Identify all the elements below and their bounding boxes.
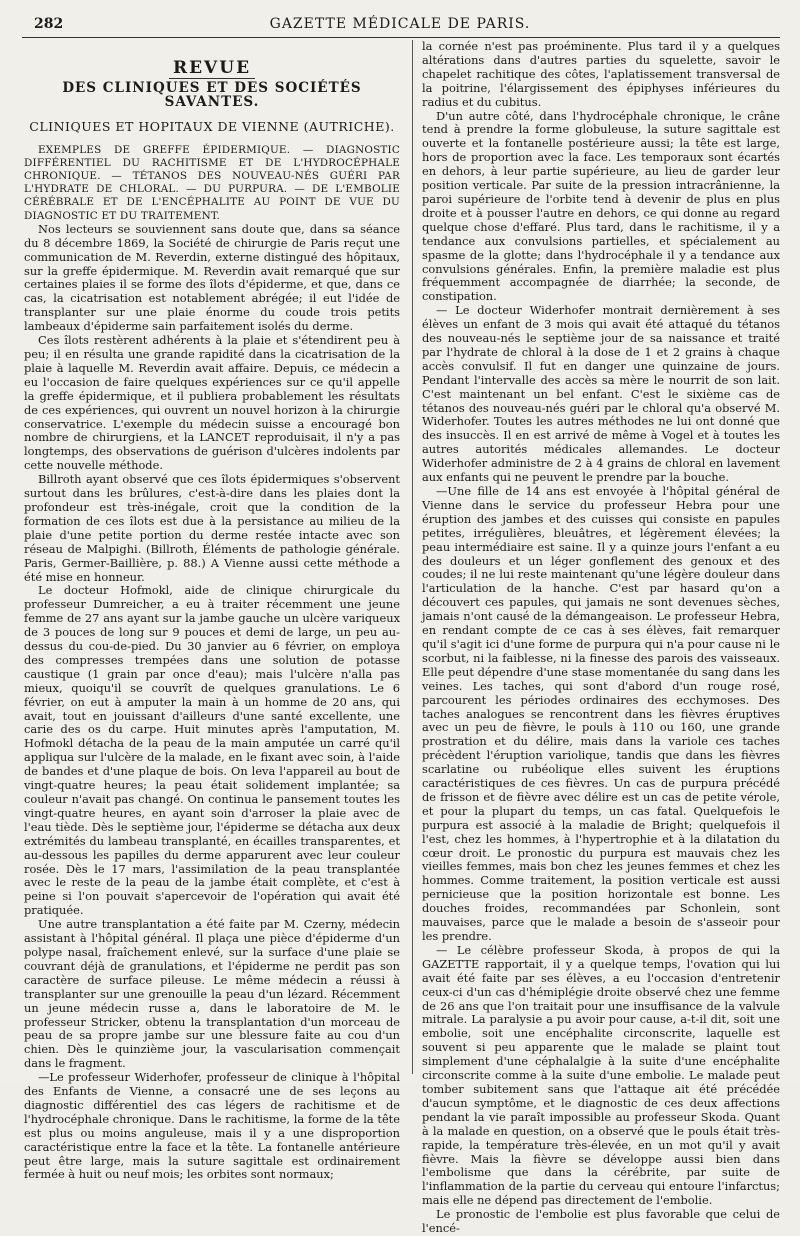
page-number: 282 (34, 16, 64, 32)
paragraph: —Une fille de 14 ans est envoyée à l'hôpital général de Vienne dans le service du professeur Hebra pour une éruption des jambes et des cuisses qui consiste en papules petites, irrégulières, bleuâtres, et légèrement élevées; la peau intermédiaire est saine. Il y a quinze jours l'enfant a eu des douleurs et un léger gonflement des genoux et des coudes; il ne lui reste maintenant qu'une légère douleur dans l'articulation de la hanche. C'est par hasard qu'on a découvert ces papules, qui jamais ne sont devenues sèches, jamais n'ont causé de la démangeaison. Le professeur Hebra, en rendant compte de ce cas à ses élèves, fait remarquer qu'il s'agit ici d'une forme de purpura qui n'a pour cause ni le scorbut, ni la faiblesse, ni la finesse des parois des vaisseaux. Elle peut dépendre d'une stase momentanée du sang dans les veines. Les taches, qui sont d'abord d'un rouge rosé, parcourent les périodes ordinaires des ecchymoses. Des taches analogues se rencontrent dans les fièvres éruptives avec un peu de fièvre, le pouls à 110 ou 160, une grande prostration et du délire, mais dans la variole ces taches précèdent l'éruption variolique, tandis que dans les fièvres scarlatine ou rubéolique elles suivent les éruptions caractéristiques de ces fièvres. Un cas de purpura précédé de frisson et de fièvre avec délire est un cas de petite vérole, et pour la plupart du temps, un cas fatal. Quelquefois le purpura est associé à la maladie de Bright; quelquefois il l'est, chez les hommes, à l'hypertrophie et à la dilatation du cœur droit. Le pronostic du purpura est mauvais chez les vieilles femmes, mais bon chez les jeunes femmes et chez les hommes. Comme traitement, la position verticale est aussi pernicieuse que la position horizontale est bonne. Les douches froides, recommandées par Schonlein, sont mauvaises, parce que le malade a besoin de s'asseoir pour les prendre. (422, 484, 780, 943)
paragraph: Billroth ayant observé que ces îlots épidermiques s'observent surtout dans les brûlures, c'est-à-dire dans les plaies dont la profondeur est très-inégale, croit que la condition de la formation de ces îlots est due à la persistance au milieu de la plaie d'une petite portion du derme restée intacte avec son réseau de Malpighi. (Billroth, Éléments de pathologie générale. Paris, Germer-Baillière, p. 88.) A Vienne aussi cette méthode a été mise en honneur. (24, 472, 400, 584)
running-header (0, 0, 800, 36)
article-summary: EXEMPLES DE GREFFE ÉPIDERMIQUE. — DIAGNOSTIC DIFFÉRENTIEL DU RACHITISME ET DE L'HYDROCÉPHALE CHRONIQUE. — TÉTANOS DES NOUVEAU-NÉS GUÉRI PAR L'HYDRATE DE CHLORAL. — DU PURPURA. — DE L'EMBOLIE CÉRÉBRALE ET DE L'ENCÉPHALITE AU POINT DE VUE DU DIAGNOSTIC ET DU TRAITEMENT. (24, 143, 400, 222)
section-subtitle: DES CLINIQUES ET DES SOCIÉTÉS SAVANTES. (62, 79, 362, 110)
right-column (422, 39, 780, 1236)
paragraph: Ces îlots restèrent adhérents à la plaie et s'étendirent peu à peu; il en résulta une grande rapidité dans la cicatrisation de la plaie à laquelle M. Reverdin avait affaire. Depuis, ce médecin a eu l'occasion de faire quelques expériences sur ce qu'il appelle la greffe épidermique, et il publiera probablement les résultats de ces expériences, qui ouvrent un nouvel horizon à la chirurgie conservatrice. L'exemple du médecin suisse a encouragé bon nombre de chirurgiens, et la LANCET reproduisait, il n'y a pas longtemps, des observations de guérison d'ulcères indolents par cette nouvelle méthode. (24, 333, 400, 473)
section-title: REVUE (24, 62, 400, 76)
paragraph: Le pronostic de l'embolie est plus favorable que celui de l'encé- (422, 1207, 780, 1236)
journal-title: GAZETTE MÉDICALE DE PARIS. (269, 16, 531, 32)
paragraph: Le docteur Hofmokl, aide de clinique chirurgicale du professeur Dumreicher, a eu à traiter récemment une jeune femme de 27 ans ayant sur la jambe gauche un ulcère variqueux de 3 pouces de long sur 9 pouces et demi de large, un peu au-dessus du cou-de-pied. Du 30 janvier au 6 février, on employa des compresses trempées dans une solution de potasse caustique (1 grain par once d'eau); mais l'ulcère n'alla pas mieux, quoiqu'il se couvrît de quelques granulations. Le 6 février, on eut à amputer la main à un homme de 20 ans, qui avait, tout en jouissant d'ailleurs d'une santé excellente, une carie des os du carpe. Huit minutes après l'amputation, M. Hofmokl détacha de la peau de la main amputée un carré qu'il appliqua sur l'ulcère de la malade, en le fixant avec soin, à l'aide de bandes et d'une plaque de bois. On leva l'appareil au bout de vingt-quatre heures; la peau était solidement implantée; sa couleur n'avait pas changé. On continua le pansement toutes les vingt-quatre heures, en ayant soin d'arroser la plaie avec de l'eau tiède. Dès le septième jour, l'épiderme se détacha aux deux extrémités du lambeau transplanté, en écailles transparentes, et au-dessous les papilles du derme apparurent avec leur couleur rosée. Dès le 17 mars, l'assimilation de la peau transplantée avec le reste de la peau de la jambe était complète, et c'est à peine si l'on pouvait s'apercevoir de l'opération qui avait été pratiquée. (24, 583, 400, 918)
header-rule (22, 37, 780, 38)
column-divider (412, 40, 413, 1074)
article-heading: CLINIQUES ET HOPITAUX DE VIENNE (AUTRICHE). (29, 118, 395, 134)
paragraph: D'un autre côté, dans l'hydrocéphale chronique, le crâne tend à prendre la forme globuleuse, la suture sagittale est ouverte et la fontanelle postérieure aussi; la tête est large, hors de proportion avec la face. Les temporaux sont écartés en dehors, à leur partie supérieure, au lieu de garder leur position verticale. Par suite de la pression intracrânienne, la paroi supérieure de l'orbite tend à devenir de plus en plus droite et à pousser l'autre en dehors, ce qui donne au regard quelque chose d'effaré. Plus tard, dans le rachitisme, il y a tendance aux convulsions partielles, et spécialement au spasme de la glotte; dans l'hydrocéphale il y a tendance aux convulsions générales. Enfin, la première maladie est plus fréquemment accompagnée de diarrhée; la seconde, de constipation. (422, 108, 780, 304)
paragraph: Nos lecteurs se souviennent sans doute que, dans sa séance du 8 décembre 1869, la Société de chirurgie de Paris reçut une communication de M. Reverdin, externe distingué des hôpitaux, sur la greffe épidermique. M. Reverdin avait remarqué que sur certaines plaies il se forme des îlots d'épiderme, et que, dans ce cas, la cicatrisation est notablement abrégée; il eut l'idée de transplanter sur une plaie énorme du coude trois petits lambeaux d'épiderme sain parfaitement isolés du derme. (24, 221, 400, 334)
paragraph: la cornée n'est pas proéminente. Plus tard il y a quelques altérations dans d'autres parties du squelette, savoir le chapelet rachitique des côtes, l'aplatissement transversal de la poitrine, l'élargissement des épiphyses inférieures du radius et du cubitus. (422, 39, 780, 109)
left-column (24, 40, 400, 1182)
paragraph: —Le professeur Widerhofer, professeur de clinique à l'hôpital des Enfants de Vienne, a consacré une de ses leçons au diagnostic différentiel des cas légers de rachitisme et de l'hydrocéphale chronique. Dans le rachitisme, la forme de la tête est plus ou moins anguleuse, mais il y a une disproportion caractéristique entre la face et la tête. La fontanelle antérieure peut être large, mais la suture sagittale est ordinairement fermée à huit ou neuf mois; les orbites sont normaux; (24, 1070, 400, 1182)
paragraph: — Le docteur Widerhofer montrait dernièrement à ses élèves un enfant de 3 mois qui avait été attaqué du tétanos des nouveau-nés le septième jour de sa naissance et traité par l'hydrate de chloral à la dose de 1 et 2 grains à chaque accès convulsif. Il fut en danger une quinzaine de jours. Pendant l'intervalle des accès sa mère le nourrit de son lait. C'est maintenant un bel enfant. C'est le sixième cas de tétanos des nouveau-nés guéri par le chloral qu'a observé M. Widerhofer. Toutes les autres méthodes ne lui ont donné que des insuccès. Il en est arrivé de même à Vogel et à toutes les autres autorités médicales allemandes. Le docteur Widerhofer administre de 2 à 4 grains de chloral en lavement aux enfants qui ne peuvent le prendre par la bouche. (422, 303, 780, 485)
paragraph: Une autre transplantation a été faite par M. Czerny, médecin assistant à l'hôpital général. Il plaça une pièce d'épiderme d'un polype nasal, fraîchement enlevé, sur la surface d'une plaie se couvrant déjà de granulations, et l'épiderme ne perdit pas son caractère de surface pileuse. Le même médecin a réussi à transplanter sur une grenouille la peau d'un lézard. Récemment un jeune médecin russe a, dans le laboratoire de M. le professeur Stricker, obtenu la transplantation d'un morceau de peau de sa propre jambe sur une blessure faite au cou d'un chien. Dès le quinzième jour, la vascularisation commençait dans le fragment. (24, 917, 400, 1071)
paragraph: — Le célèbre professeur Skoda, à propos de qui la GAZETTE rapportait, il y a quelque temps, l'ovation qui lui avait été faite par ses élèves, a eu l'occasion d'entretenir ceux-ci d'un cas d'hémiplégie droite observé chez une femme de 26 ans que l'on traitait pour une insuffisance de la valvule mitrale. La paralysie a pu avoir pour cause, a-t-il dit, soit une embolie, soit une encéphalite circonscrite, laquelle est souvent si peu apparente que le malade se plaint tout simplement d'une céphalalgie à la suite d'une encéphalite circonscrite comme à la suite d'une embolie. Le malade peut tomber subitement sans que l'attaque ait été précédée d'aucun symptôme, et le diagnostic de ces deux affections pendant la vie paraît impossible au professeur Skoda. Quant à la malade en question, on a observé que le pouls était très-rapide, la température très-élevée, en un mot qu'il y avait fièvre. Mais la fièvre se développe aussi bien dans l'embolisme que dans la cérébrite, par suite de l'inflammation de la partie du cerveau qui entoure l'infarctus; mais elle ne dépend pas directement de l'embolie. (422, 942, 780, 1208)
